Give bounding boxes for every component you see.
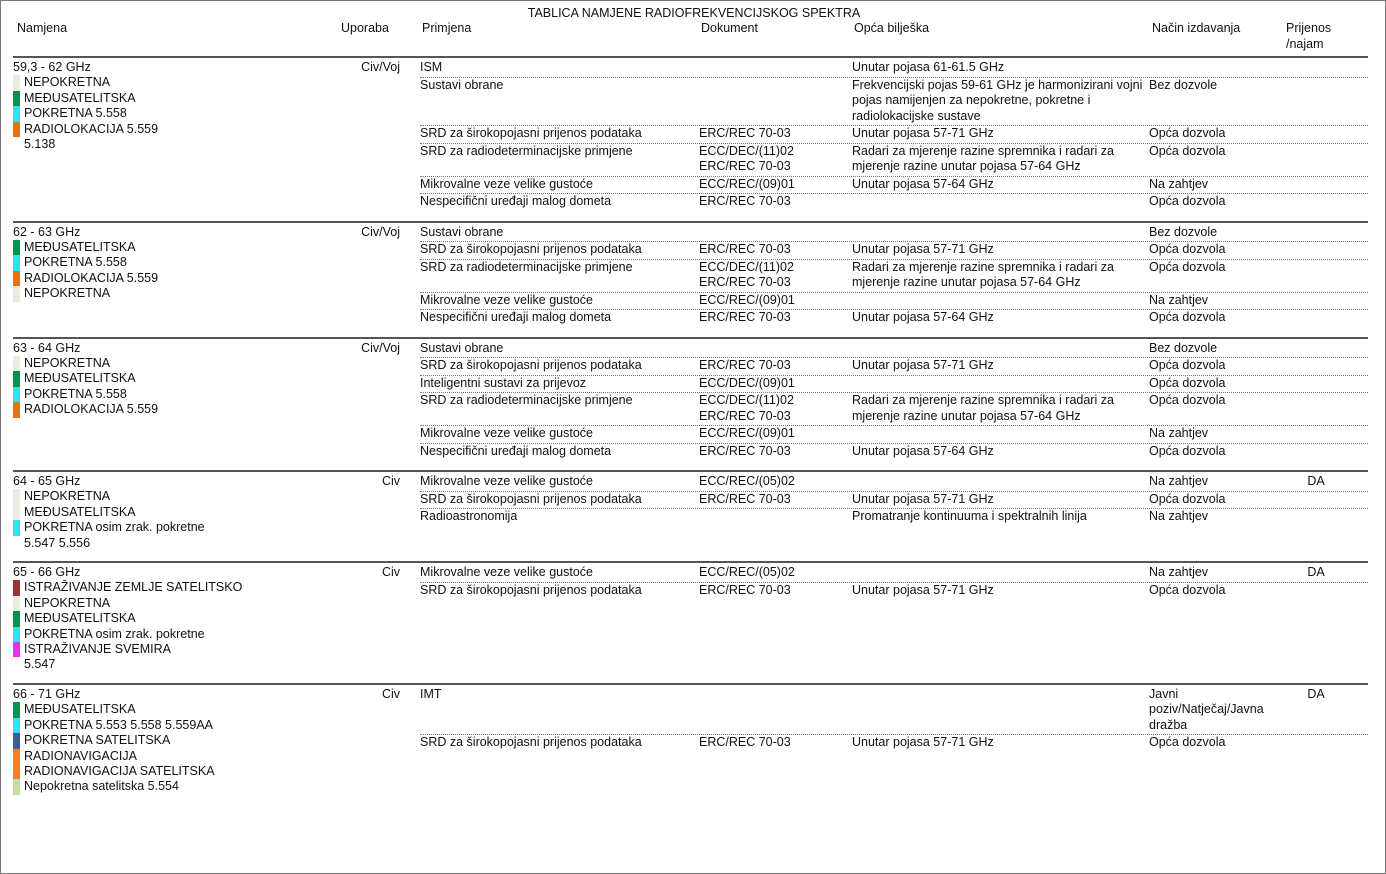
allocation-color-swatch	[13, 271, 20, 286]
application-row	[420, 444, 1368, 461]
application-row	[420, 341, 1368, 359]
application-method: Na zahtjev	[1149, 176, 1209, 191]
band-row	[13, 685, 1368, 805]
application-row	[420, 225, 1368, 243]
application-document: ECC/DEC/(11)02 ERC/REC 70-03	[699, 143, 794, 173]
band-allocations	[13, 474, 343, 551]
application-method: Opća dozvola	[1149, 375, 1226, 390]
allocation-item	[13, 356, 343, 371]
application-name: Mikrovalne veze velike gustoće	[420, 426, 593, 440]
allocation-color-swatch	[13, 520, 20, 535]
page-title: TABLICA NAMJENE RADIOFREKVENCIJSKOG SPEKTRA	[527, 6, 861, 20]
application-note	[852, 474, 1149, 490]
allocation-color-swatch	[13, 106, 20, 121]
allocation-color-swatch	[13, 749, 20, 764]
header-dokument: Dokument	[701, 21, 758, 35]
application-note: Unutar pojasa 61-61.5 GHz	[852, 60, 1005, 74]
allocation-item	[13, 387, 343, 402]
allocation-item	[13, 286, 343, 301]
band-applications	[420, 225, 1368, 327]
application-method: Bez dozvole	[1149, 340, 1218, 355]
application-method: Na zahtjev	[1149, 426, 1209, 440]
allocation-color-swatch	[13, 240, 20, 255]
application-document	[699, 225, 852, 241]
application-document	[699, 687, 852, 734]
band-row	[13, 563, 1368, 685]
application-note: Unutar pojasa 57-71 GHz	[852, 491, 994, 506]
application-name: Nespecifični uređaji malog dometa	[420, 443, 612, 458]
application-name: SRD za radiodeterminacijske primjene	[420, 393, 633, 407]
application-note: Unutar pojasa 57-64 GHz	[852, 176, 994, 191]
band-usage: Civ	[381, 686, 400, 701]
allocation-item	[13, 402, 343, 417]
application-document: ERC/REC 70-03	[699, 358, 791, 372]
band-allocations	[13, 225, 343, 327]
band-range: 62 - 63 GHz	[13, 224, 81, 239]
allocation-label: 5.547	[24, 657, 56, 672]
application-method: Opća dozvola	[1149, 143, 1226, 158]
header-uporaba: Uporaba	[341, 21, 389, 35]
application-document: ERC/REC 70-03	[699, 443, 791, 458]
allocation-label: POKRETNA 5.558	[24, 386, 127, 401]
allocation-label: 5.138	[24, 137, 56, 152]
application-lease: DA	[1307, 474, 1325, 488]
application-note: Promatranje kontinuuma i spektralnih linija	[852, 509, 1087, 523]
application-method: Bez dozvole	[1149, 224, 1218, 239]
allocation-label: POKRETNA osim zrak. pokretne	[24, 520, 205, 535]
band-applications	[420, 474, 1368, 551]
allocation-item	[13, 749, 343, 764]
application-note: Unutar pojasa 57-71 GHz	[852, 242, 994, 256]
application-lease	[1286, 225, 1346, 241]
application-row	[420, 194, 1368, 211]
application-name: Sustavi obrane	[420, 224, 504, 239]
allocation-label: NEPOKRETNA	[24, 286, 111, 301]
allocation-color-swatch	[13, 596, 20, 611]
band-usage: Civ	[381, 474, 400, 488]
application-document: ERC/REC 70-03	[699, 735, 791, 750]
allocation-item	[13, 255, 343, 270]
allocation-item	[13, 702, 343, 717]
allocation-color-swatch	[13, 402, 20, 417]
application-document	[699, 509, 852, 525]
application-method: Bez dozvole	[1149, 77, 1218, 92]
band-usage: Civ	[381, 565, 400, 580]
application-method: Opća dozvola	[1149, 582, 1226, 597]
allocation-color-swatch	[13, 764, 20, 779]
application-document: ECC/REC/(09)01	[699, 292, 795, 307]
allocation-label: NEPOKRETNA	[24, 595, 111, 610]
application-note: Unutar pojasa 57-71 GHz	[852, 358, 994, 372]
allocation-item	[13, 505, 343, 520]
allocation-color-swatch	[13, 371, 20, 386]
application-note: Unutar pojasa 57-71 GHz	[852, 735, 994, 750]
allocation-label: Nepokretna satelitska 5.554	[24, 779, 179, 794]
allocation-color-swatch	[13, 702, 20, 717]
application-row	[420, 565, 1368, 583]
bands-table	[13, 58, 1368, 805]
application-name: Nespecifični uređaji malog dometa	[420, 310, 612, 324]
application-document: ERC/REC 70-03	[699, 491, 791, 506]
application-lease	[1286, 242, 1346, 258]
application-lease	[1286, 60, 1346, 76]
header-primjena: Primjena	[422, 21, 472, 35]
allocation-color-swatch	[13, 611, 20, 626]
application-document: ERC/REC 70-03	[699, 126, 791, 140]
application-document: ECC/REC/(09)01	[699, 176, 795, 191]
application-row	[420, 474, 1368, 492]
application-name: SRD za širokopojasni prijenos podataka	[420, 126, 642, 140]
application-row	[420, 393, 1368, 426]
application-method: Na zahtjev	[1149, 292, 1209, 307]
application-name: SRD za širokopojasni prijenos podataka	[420, 582, 642, 597]
allocation-color-swatch	[13, 505, 20, 520]
application-row	[420, 358, 1368, 376]
application-method: Na zahtjev	[1149, 474, 1209, 488]
application-row	[420, 687, 1368, 736]
allocation-item	[13, 779, 343, 794]
allocation-item	[13, 718, 343, 733]
allocation-label: 5.547 5.556	[24, 535, 91, 550]
allocation-color-swatch	[13, 489, 20, 504]
allocation-label: NEPOKRETNA	[24, 75, 111, 90]
application-lease	[1286, 735, 1346, 751]
application-name: IMT	[420, 686, 442, 701]
application-document: ECC/REC/(05)02	[699, 565, 795, 580]
allocation-item	[13, 520, 343, 535]
application-name: Nespecifični uređaji malog dometa	[420, 194, 612, 208]
application-note: Frekvencijski pojas 59-61 GHz je harmonizirani vojni pojas namijenjen za nepokretne, pokretne i radiolokacijske sustave	[852, 77, 1143, 123]
allocation-item	[13, 536, 343, 551]
application-document: ECC/REC/(05)02	[699, 474, 795, 488]
allocation-item	[13, 764, 343, 779]
application-lease	[1286, 126, 1346, 142]
band-applications	[420, 341, 1368, 461]
allocation-label: POKRETNA 5.558	[24, 255, 127, 270]
application-note	[852, 293, 1149, 309]
application-document	[699, 60, 852, 76]
allocation-item	[13, 733, 343, 748]
application-name: Radioastronomija	[420, 509, 518, 523]
application-note: Radari za mjerenje razine spremnika i radari za mjerenje razine unutar pojasa 57-64 GHz	[852, 393, 1114, 423]
allocation-item	[13, 371, 343, 386]
application-document: ECC/DEC/(09)01	[699, 375, 795, 390]
allocation-item	[13, 75, 343, 90]
band-allocations	[13, 60, 343, 211]
allocation-label: MEĐUSATELITSKA	[24, 702, 136, 717]
application-name: ISM	[420, 60, 443, 74]
application-row	[420, 310, 1368, 327]
allocation-label: MEĐUSATELITSKA	[24, 504, 136, 519]
application-method: Na zahtjev	[1149, 509, 1209, 523]
application-lease	[1286, 177, 1346, 193]
application-note	[852, 565, 1149, 581]
allocation-item	[13, 91, 343, 106]
application-method: Opća dozvola	[1149, 259, 1226, 274]
allocation-item	[13, 240, 343, 255]
application-method: Opća dozvola	[1149, 443, 1226, 458]
header-nacin: Način izdavanja	[1152, 21, 1241, 35]
application-document: ECC/REC/(09)01	[699, 426, 795, 440]
application-note	[852, 376, 1149, 392]
allocation-item	[13, 657, 343, 672]
allocation-color-swatch	[13, 137, 20, 152]
band-range: 66 - 71 GHz	[13, 686, 81, 701]
application-lease	[1286, 293, 1346, 309]
application-note: Radari za mjerenje razine spremnika i radari za mjerenje razine unutar pojasa 57-64 GHz	[852, 143, 1114, 173]
band-usage: Civ/Voj	[361, 224, 400, 239]
allocation-color-swatch	[13, 779, 20, 794]
application-name: SRD za širokopojasni prijenos podataka	[420, 242, 642, 256]
allocation-color-swatch	[13, 387, 20, 402]
band-row	[13, 58, 1368, 223]
allocation-color-swatch	[13, 255, 20, 270]
application-note	[852, 194, 1149, 210]
allocation-color-swatch	[13, 718, 20, 733]
band-range: 64 - 65 GHz	[13, 474, 81, 488]
allocation-label: MEĐUSATELITSKA	[24, 611, 136, 626]
application-note	[852, 426, 1149, 442]
allocation-label: NEPOKRETNA	[24, 355, 111, 370]
application-note	[852, 225, 1149, 241]
band-row	[13, 339, 1368, 473]
application-name: SRD za širokopojasni prijenos podataka	[420, 491, 642, 506]
allocation-item	[13, 122, 343, 137]
application-lease: DA	[1307, 686, 1325, 701]
application-row	[420, 177, 1368, 195]
allocation-label: POKRETNA SATELITSKA	[24, 733, 171, 748]
allocation-item	[13, 642, 343, 657]
band-usage: Civ/Voj	[361, 340, 400, 355]
application-name: Mikrovalne veze velike gustoće	[420, 474, 593, 488]
application-method: Opća dozvola	[1149, 735, 1226, 750]
application-note: Radari za mjerenje razine spremnika i radari za mjerenje razine unutar pojasa 57-64 GHz	[852, 259, 1114, 289]
application-name: Inteligentni sustavi za prijevoz	[420, 375, 587, 390]
application-lease	[1286, 509, 1346, 525]
application-lease	[1286, 78, 1346, 125]
application-method: Opća dozvola	[1149, 126, 1226, 140]
allocation-color-swatch	[13, 356, 20, 371]
application-method: Javni poziv/Natječaj/Javna dražba	[1149, 686, 1264, 732]
application-name: SRD za radiodeterminacijske primjene	[420, 259, 633, 274]
application-method: Opća dozvola	[1149, 491, 1226, 506]
application-lease	[1286, 492, 1346, 508]
allocation-label: ISTRAŽIVANJE SVEMIRA	[24, 642, 172, 657]
application-name: Mikrovalne veze velike gustoće	[420, 176, 593, 191]
application-document: ERC/REC 70-03	[699, 242, 791, 256]
band-applications	[420, 60, 1368, 211]
allocation-item	[13, 489, 343, 504]
application-lease	[1286, 194, 1346, 210]
application-row	[420, 242, 1368, 260]
application-note	[852, 687, 1149, 734]
band-allocations	[13, 565, 343, 673]
allocation-item	[13, 106, 343, 121]
application-name: SRD za širokopojasni prijenos podataka	[420, 358, 642, 372]
application-row	[420, 735, 1368, 752]
header-prijenos: Prijenos /najam	[1286, 21, 1332, 51]
application-lease	[1286, 444, 1346, 460]
application-document: ERC/REC 70-03	[699, 310, 791, 324]
band-range: 59,3 - 62 GHz	[13, 60, 91, 74]
application-name: SRD za širokopojasni prijenos podataka	[420, 735, 642, 750]
application-row	[420, 126, 1368, 144]
application-row	[420, 376, 1368, 394]
allocation-label: POKRETNA osim zrak. pokretne	[24, 626, 205, 641]
application-lease	[1286, 426, 1346, 442]
allocation-label: POKRETNA 5.558	[24, 106, 127, 121]
application-method: Opća dozvola	[1149, 194, 1226, 208]
allocation-label: POKRETNA 5.553 5.558 5.559AA	[24, 717, 214, 732]
allocation-color-swatch	[13, 286, 20, 301]
application-document: ERC/REC 70-03	[699, 194, 791, 208]
allocation-item	[13, 271, 343, 286]
application-note: Unutar pojasa 57-64 GHz	[852, 443, 994, 458]
band-range: 65 - 66 GHz	[13, 565, 81, 580]
allocation-label: MEĐUSATELITSKA	[24, 90, 136, 105]
allocation-color-swatch	[13, 642, 20, 657]
allocation-item	[13, 611, 343, 626]
allocation-label: ISTRAŽIVANJE ZEMLJE SATELITSKO	[24, 580, 243, 595]
allocation-label: RADIOLOKACIJA 5.559	[24, 270, 159, 285]
application-row	[420, 509, 1368, 526]
allocation-item	[13, 596, 343, 611]
allocation-label: RADIONAVIGACIJA SATELITSKA	[24, 763, 215, 778]
allocation-color-swatch	[13, 627, 20, 642]
application-lease	[1286, 310, 1346, 326]
application-method: Opća dozvola	[1149, 310, 1226, 324]
allocation-item	[13, 580, 343, 595]
band-applications	[420, 687, 1368, 795]
application-lease	[1286, 376, 1346, 392]
application-note	[852, 341, 1149, 357]
allocation-label: MEĐUSATELITSKA	[24, 239, 136, 254]
allocation-color-swatch	[13, 536, 20, 551]
application-document: ERC/REC 70-03	[699, 582, 791, 597]
application-lease	[1286, 583, 1346, 599]
application-row	[420, 293, 1368, 311]
application-name: Sustavi obrane	[420, 77, 504, 92]
application-method: Opća dozvola	[1149, 242, 1226, 256]
allocation-label: RADIONAVIGACIJA	[24, 748, 137, 763]
allocation-label: NEPOKRETNA	[24, 489, 111, 504]
band-applications	[420, 565, 1368, 673]
application-lease	[1286, 358, 1346, 374]
application-name: Mikrovalne veze velike gustoće	[420, 292, 593, 307]
application-row	[420, 260, 1368, 293]
allocation-label: RADIOLOKACIJA 5.559	[24, 121, 159, 136]
application-lease	[1286, 341, 1346, 357]
band-usage: Civ/Voj	[361, 60, 400, 74]
application-lease	[1286, 260, 1346, 291]
application-name: SRD za radiodeterminacijske primjene	[420, 143, 633, 158]
band-range: 63 - 64 GHz	[13, 340, 81, 355]
application-name: Mikrovalne veze velike gustoće	[420, 565, 593, 580]
allocation-color-swatch	[13, 91, 20, 106]
application-note: Unutar pojasa 57-71 GHz	[852, 582, 994, 597]
band-row	[13, 472, 1368, 563]
application-row	[420, 583, 1368, 600]
allocation-item	[13, 137, 343, 152]
application-note: Unutar pojasa 57-71 GHz	[852, 126, 994, 140]
application-note: Unutar pojasa 57-64 GHz	[852, 310, 994, 324]
application-document: ECC/DEC/(11)02 ERC/REC 70-03	[699, 259, 794, 289]
application-document	[699, 78, 852, 125]
allocation-label: RADIOLOKACIJA 5.559	[24, 402, 159, 417]
application-method: Opća dozvola	[1149, 358, 1226, 372]
allocation-color-swatch	[13, 122, 20, 137]
band-allocations	[13, 341, 343, 461]
allocation-color-swatch	[13, 580, 20, 595]
allocation-color-swatch	[13, 657, 20, 672]
allocation-color-swatch	[13, 733, 20, 748]
application-lease	[1286, 393, 1346, 424]
header-biljeska: Opća bilješka	[854, 21, 930, 35]
application-row	[420, 60, 1368, 78]
application-row	[420, 78, 1368, 127]
application-method: Opća dozvola	[1149, 393, 1226, 407]
application-row	[420, 492, 1368, 510]
allocation-label: MEĐUSATELITSKA	[24, 371, 136, 386]
header-namjena: Namjena	[17, 21, 68, 35]
application-method: Na zahtjev	[1149, 565, 1209, 580]
application-method	[1149, 60, 1286, 76]
application-lease	[1286, 144, 1346, 175]
application-row	[420, 144, 1368, 177]
allocation-color-swatch	[13, 75, 20, 90]
application-name: Sustavi obrane	[420, 340, 504, 355]
band-allocations	[13, 687, 343, 795]
allocation-item	[13, 627, 343, 642]
band-row	[13, 223, 1368, 339]
application-document	[699, 341, 852, 357]
application-row	[420, 426, 1368, 444]
application-document: ECC/DEC/(11)02 ERC/REC 70-03	[699, 393, 794, 423]
application-lease: DA	[1307, 565, 1325, 580]
